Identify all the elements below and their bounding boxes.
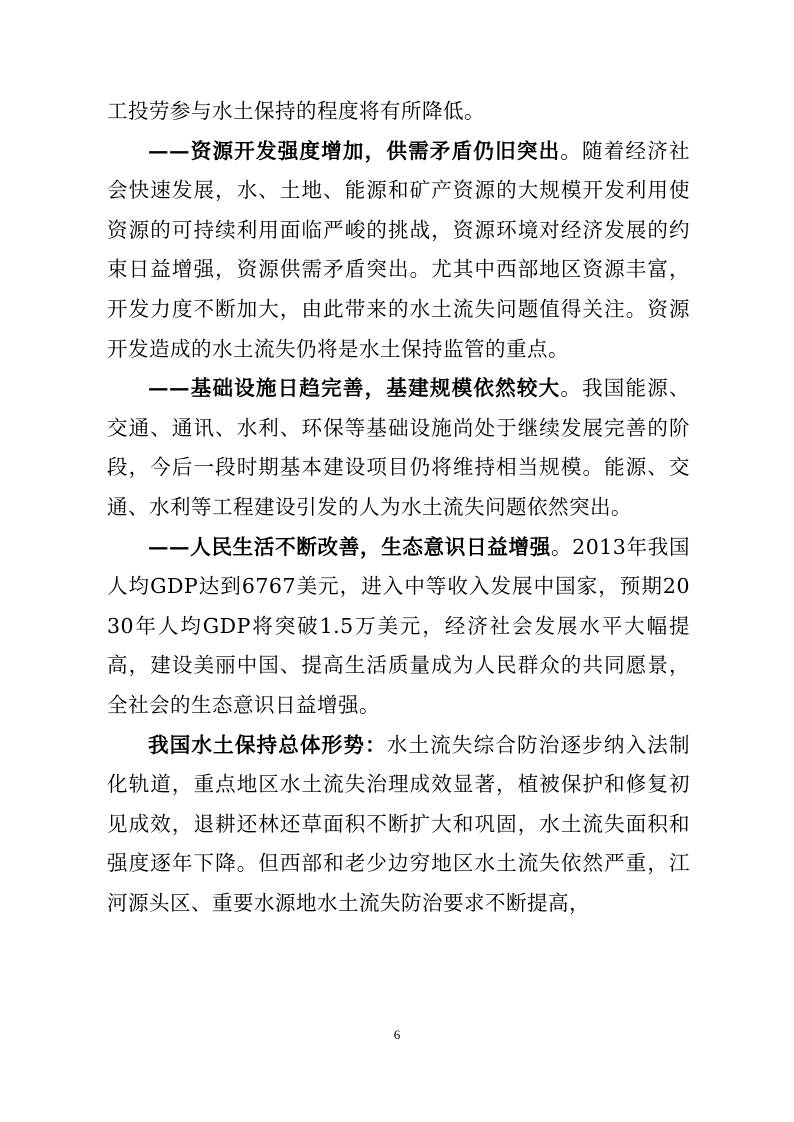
paragraph-3-heading: ——基础设施日趋完善，基建规模依然较大 [148,376,561,401]
paragraph-2 [107,132,690,370]
paragraph-2-text: 。随着经济社会快速发展，水、土地、能源和矿产资源的大规模开发利用使资源的可持续利用面临严峻的挑战，资源环境对经济发展的约束日益增强，资源供需矛盾突出。尤其中西部地区资源丰富，开发力度不断加大，由此带来的水土流失问题值得关注。资源开发造成的水土流失仍将是水土保持监管的重点。 [107,138,691,361]
paragraph-3-text: 。我国能源、交通、通讯、水利、环保等基础设施尚处于继续发展完善的阶段，今后一段时期基本建设项目仍将维持相当规模。能源、交通、水利等工程建设引发的人为水土流失问题依然突出。 [107,376,691,519]
paragraph-5 [107,726,690,924]
paragraph-5-heading: 我国水土保持总体形势： [148,732,387,757]
paragraph-4-heading: ——人民生活不断改善，生态意识日益增强 [148,534,551,559]
paragraph-3 [107,369,690,527]
paragraph-1 [107,92,690,132]
page-number: 6 [393,1027,401,1042]
paragraph-4 [107,528,690,726]
paragraph-2-heading: ——资源开发强度增加，供需矛盾仍旧突出 [148,138,561,163]
paragraph-4-text: 。2013年我国人均GDP达到6767美元，进入中等收入发展中国家，预期2030年人均GDP将突破1.5万美元，经济社会发展水平大幅提高，建设美丽中国、提高生活质量成为人民群众的共同愿景，全社会的生态意识日益增强。 [107,534,691,717]
document-body [107,92,690,923]
paragraph-1-text: 工投劳参与水土保持的程度将有所降低。 [107,99,485,123]
paragraph-5-text: 水土流失综合防治逐步纳入法制化轨道，重点地区水土流失治理成效显著，植被保护和修复初见成效，退耕还林还草面积不断扩大和巩固，水土流失面积和强度逐年下降。但西部和老少边穷地区水土流失依然严重，江河源头区、重要水源地水土流失防治要求不断提高， [107,732,691,915]
